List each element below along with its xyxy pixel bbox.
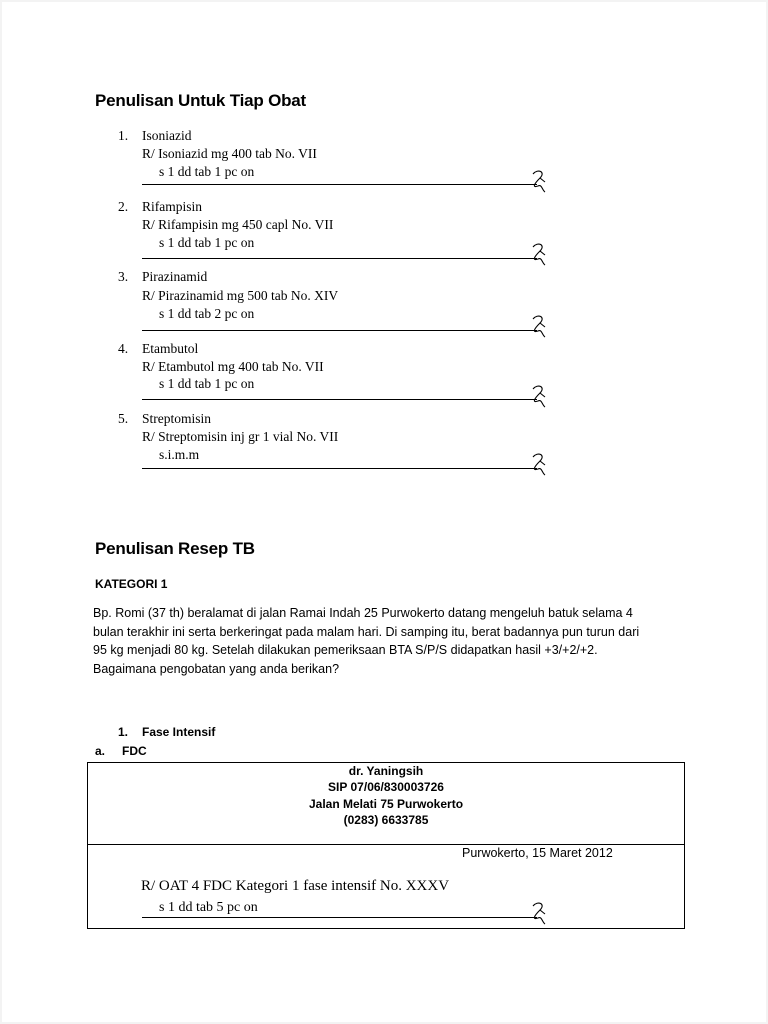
drug-signa: s 1 dd tab 2 pc on — [159, 306, 255, 321]
item-number: 4. — [118, 341, 129, 356]
signa-line — [142, 330, 537, 331]
paraf-signature-icon — [530, 383, 550, 409]
case-line: Bagaimana pengobatan yang anda berikan? — [93, 661, 340, 676]
drug-prescription: R/ Isoniazid mg 400 tab No. VII — [142, 146, 317, 161]
drug-name: Streptomisin — [142, 411, 212, 426]
sub-letter: a. — [95, 744, 106, 758]
drug-signa: s 1 dd tab 1 pc on — [159, 235, 255, 250]
drug-prescription: R/ Pirazinamid mg 500 tab No. XIV — [142, 288, 339, 303]
doctor-address: Jalan Melati 75 Purwokerto — [308, 797, 464, 811]
drug-signa: s.i.m.m — [159, 447, 200, 462]
signa-line — [142, 399, 537, 400]
item-number: 5. — [118, 411, 129, 426]
paraf-signature-icon — [530, 451, 550, 477]
paraf-signature-icon — [530, 241, 550, 267]
sub-label: FDC — [122, 744, 147, 758]
drug-prescription: R/ Rifampisin mg 450 capl No. VII — [142, 217, 334, 232]
phase-number: 1. — [118, 725, 129, 739]
item-number: 2. — [118, 199, 129, 214]
item-number: 3. — [118, 269, 129, 284]
prescription-signa: s 1 dd tab 5 pc on — [159, 900, 258, 915]
case-line: 95 kg menjadi 80 kg. Setelah dilakukan pemeriksaan BTA S/P/S didapatkan hasil +3/+2/+2. — [93, 643, 598, 657]
signa-line — [142, 917, 537, 918]
case-line: Bp. Romi (37 th) beralamat di jalan Ramai Indah 25 Purwokerto datang mengeluh batuk selama 4 — [93, 606, 633, 620]
signa-line — [142, 184, 537, 185]
signa-line — [142, 468, 537, 469]
drug-name: Pirazinamid — [142, 269, 208, 284]
paraf-signature-icon — [530, 900, 550, 926]
drug-prescription: R/ Streptomisin inj gr 1 vial No. VII — [142, 429, 339, 444]
paraf-signature-icon — [530, 168, 550, 194]
case-line: bulan terakhir ini serta berkeringat pada malam hari. Di samping itu, berat badannya pun turun dari — [93, 624, 640, 639]
drug-name: Rifampisin — [142, 199, 202, 214]
drug-signa: s 1 dd tab 1 pc on — [159, 376, 255, 391]
drug-name: Isoniazid — [142, 128, 192, 143]
doctor-name: dr. Yaningsih — [348, 764, 424, 778]
category-label: KATEGORI 1 — [95, 577, 168, 591]
paraf-signature-icon — [530, 313, 550, 339]
section-title-prescription: Penulisan Resep TB — [95, 539, 255, 558]
prescription-header-divider — [87, 844, 685, 845]
drug-prescription: R/ Etambutol mg 400 tab No. VII — [142, 359, 324, 374]
prescription-rx: R/ OAT 4 FDC Kategori 1 fase intensif No. XXXV — [141, 878, 450, 894]
place-date: Purwokerto, 15 Maret 2012 — [462, 846, 613, 860]
phase-label: Fase Intensif — [142, 725, 216, 739]
doctor-sip: SIP 07/06/830003726 — [328, 780, 444, 794]
item-number: 1. — [118, 128, 129, 143]
case-paragraph — [93, 604, 683, 678]
section-title-per-drug: Penulisan Untuk Tiap Obat — [95, 91, 306, 110]
drug-name: Etambutol — [142, 341, 199, 356]
signa-line — [142, 258, 537, 259]
drug-signa: s 1 dd tab 1 pc on — [159, 164, 255, 179]
doctor-phone: (0283) 6633785 — [343, 813, 429, 827]
